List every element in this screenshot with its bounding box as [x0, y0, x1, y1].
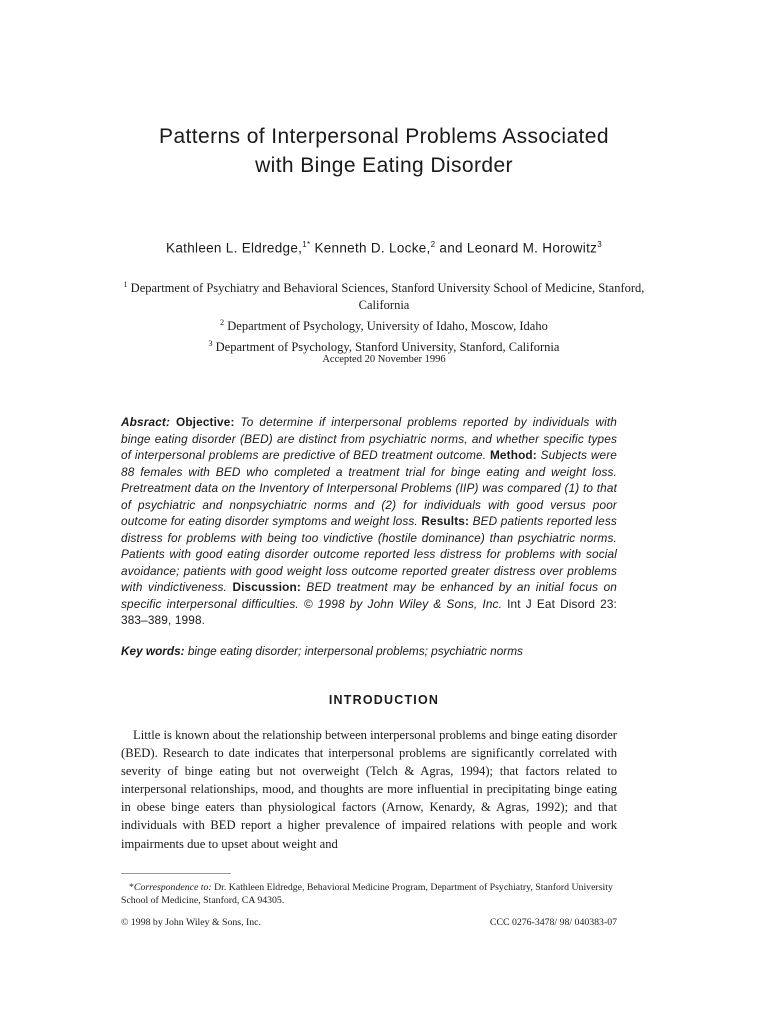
abstract-label: Absract:	[121, 415, 171, 429]
footnote-divider	[121, 873, 231, 874]
objective-text: To determine if interpersonal problems reported by individuals with binge eating disorder (BED) are distinct from psychiatric norms, and whether specific types of interpersonal problems are predictive of BED treatment outcome.	[121, 415, 617, 462]
method-label: Method:	[489, 448, 537, 462]
abstract	[121, 414, 617, 629]
author-name: Leonard M. Horowitz	[466, 240, 598, 256]
ccc-code: CCC 0276-3478/ 98/ 040383-07	[489, 917, 617, 928]
author-joiner: and	[439, 240, 463, 256]
affiliation: $^3$ Department of Psychology, Stanford University, Stanford, California	[208, 339, 560, 355]
method-text: Subjects were 88 females with BED who completed a treatment trial for binge eating and weight loss. Pretreatment data on the Inventory of Interpersonal Problems (IIP) was compared (1) to that of psychiatric and nonpsychiatric norms and (2) for individuals with good versus poor outcome for eating disorder symptoms and weight loss.	[121, 448, 617, 528]
intro-paragraph: Little is known about the relationship between interpersonal problems and binge eating disorder (BED). Research to date indicates that interpersonal problems are significantly correlated with severity of binge eating but not overweight (Telch & Agras, 1994); that factors related to interpersonal relationships, mood, and thoughts are more influential in precipitating binge eating in obese binge eaters than physiological factors (Arnow, Kenardy, & Agras, 1992); and that individuals with BED report a higher prevalence of impaired relations with people and work impairments due to upset about weight and	[121, 728, 617, 851]
affiliation-list	[110, 276, 658, 356]
affiliation: $^1$ Department of Psychiatry and Behavioral Sciences, Stanford University School of Medicine, Stanford, California	[123, 280, 645, 313]
author-list	[60, 240, 708, 256]
footnote-label: Correspondence to:	[133, 882, 212, 893]
results-text: BED patients reported less distress for problems with being too vindictive (hostile dominance) than psychiatric norms. Patients with good eating disorder outcome reported less distress for problems with social avoidance; patients with good weight loss outcome reported greater distress over problems with vindictiveness.	[121, 514, 617, 594]
objective-label: Objective:	[176, 415, 235, 429]
author-affil-marker: 2	[430, 240, 436, 249]
copyright-notice: © 1998 by John Wiley & Sons, Inc.	[121, 917, 261, 928]
section-heading: INTRODUCTION	[328, 693, 440, 707]
journal-citation: Int J Eat Disord 23: 383–389, 1998.	[121, 596, 617, 627]
author-name: Kenneth D. Locke,	[314, 240, 431, 256]
keywords-label: Key words:	[121, 644, 185, 658]
discussion-text: BED treatment may be enhanced by an initial focus on specific interpersonal difficulties. © 1998 by John Wiley & Sons, Inc.	[121, 580, 617, 611]
keywords	[121, 643, 617, 659]
correspondence-footnote	[121, 881, 617, 907]
results-label: Results:	[421, 514, 470, 528]
author-name: Kathleen L. Eldredge,	[166, 240, 303, 256]
title-line: with Binge Eating Disorder	[255, 154, 513, 177]
keywords-text: binge eating disorder; interpersonal problems; psychiatric norms	[187, 644, 523, 658]
footnote-marker: *	[129, 882, 134, 893]
author-affil-marker: 3	[597, 240, 602, 249]
discussion-label: Discussion:	[232, 580, 301, 594]
footnote-text: Dr. Kathleen Eldredge, Behavioral Medicine Program, Department of Psychiatry, Stanford University School of Medicine, Stanford, CA 94305.	[121, 882, 613, 906]
author-affil-marker: 1*	[302, 240, 311, 249]
page-footer	[121, 917, 617, 928]
accepted-date: Accepted 20 November 1996	[322, 354, 446, 365]
article-title	[60, 122, 708, 180]
affiliation: $^2$ Department of Psychology, University of Idaho, Moscow, Idaho	[220, 318, 548, 334]
title-line: Patterns of Interpersonal Problems Associated	[159, 125, 609, 148]
